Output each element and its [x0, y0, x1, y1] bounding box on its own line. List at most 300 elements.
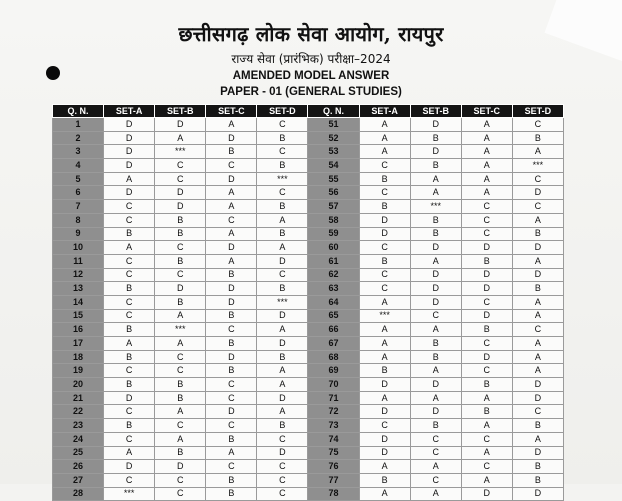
question-number-cell: 23 [53, 419, 104, 433]
answer-cell: B [155, 227, 206, 241]
answer-cell: D [104, 460, 155, 474]
table-row [53, 419, 564, 433]
answer-cell: C [104, 432, 155, 446]
answer-cell: C [461, 200, 512, 214]
answer-cell: D [512, 378, 563, 392]
table-row [53, 391, 564, 405]
answer-cell: B [410, 350, 461, 364]
answer-cell: A [359, 295, 410, 309]
answer-cell: B [257, 159, 308, 173]
answer-cell: B [512, 460, 563, 474]
answer-cell: D [257, 446, 308, 460]
table-row [53, 460, 564, 474]
table-row [53, 145, 564, 159]
question-number-cell: 20 [53, 378, 104, 392]
answer-cell: B [257, 350, 308, 364]
answer-cell: D [461, 487, 512, 501]
question-number-cell: 6 [53, 186, 104, 200]
table-row [53, 241, 564, 255]
answer-cell: A [461, 159, 512, 173]
answer-cell: A [359, 350, 410, 364]
answer-cell: B [155, 295, 206, 309]
answer-cell: C [104, 364, 155, 378]
question-number-cell: 16 [53, 323, 104, 337]
answer-cell: C [155, 159, 206, 173]
table-row [53, 323, 564, 337]
answer-cell: B [410, 337, 461, 351]
answer-cell: D [512, 268, 563, 282]
question-number-cell: 5 [53, 172, 104, 186]
exam-subtitle: राज्य सेवा (प्रारंभिक) परीक्षा–2024 [231, 52, 391, 66]
answer-cell: B [206, 337, 257, 351]
table-header-row [53, 105, 564, 118]
column-header: SET-B [155, 105, 206, 118]
question-number-cell: 78 [308, 487, 359, 501]
answer-cell: A [461, 145, 512, 159]
question-number-cell: 28 [53, 487, 104, 501]
answer-cell: C [257, 473, 308, 487]
answer-cell: A [410, 254, 461, 268]
answer-cell: A [359, 391, 410, 405]
question-number-cell: 27 [53, 473, 104, 487]
answer-cell: B [512, 282, 563, 296]
question-number-cell: 68 [308, 350, 359, 364]
answer-cell: A [206, 186, 257, 200]
answer-cell: C [155, 419, 206, 433]
table-row [53, 268, 564, 282]
question-number-cell: 4 [53, 159, 104, 173]
answer-cell: B [257, 227, 308, 241]
answer-cell: A [104, 446, 155, 460]
question-number-cell: 75 [308, 446, 359, 460]
answer-cell: A [512, 364, 563, 378]
question-number-cell: 71 [308, 391, 359, 405]
answer-cell: D [410, 145, 461, 159]
answer-cell: C [359, 241, 410, 255]
answer-cell: *** [257, 295, 308, 309]
answer-cell: *** [155, 145, 206, 159]
question-number-cell: 53 [308, 145, 359, 159]
answer-cell: A [359, 131, 410, 145]
answer-cell: B [206, 432, 257, 446]
answer-cell: C [512, 200, 563, 214]
answer-cell: B [257, 131, 308, 145]
question-number-cell: 74 [308, 432, 359, 446]
answer-cell: A [512, 254, 563, 268]
column-header: SET-C [206, 105, 257, 118]
question-number-cell: 15 [53, 309, 104, 323]
document-heading: AMENDED MODEL ANSWER [232, 70, 390, 82]
answer-cell: C [257, 118, 308, 132]
answer-cell: A [257, 364, 308, 378]
column-header: SET-D [512, 105, 563, 118]
answer-cell: D [104, 145, 155, 159]
table-row [53, 172, 564, 186]
answer-cell: C [512, 118, 563, 132]
answer-cell: D [104, 391, 155, 405]
answer-cell: *** [512, 159, 563, 173]
answer-cell: B [410, 131, 461, 145]
answer-cell: D [461, 268, 512, 282]
answer-cell: D [410, 241, 461, 255]
table-body [53, 118, 564, 501]
answer-cell: C [206, 323, 257, 337]
question-number-cell: 14 [53, 295, 104, 309]
answer-cell: A [104, 337, 155, 351]
answer-cell: A [410, 186, 461, 200]
answer-cell: D [257, 254, 308, 268]
answer-cell: B [410, 419, 461, 433]
answer-cell: C [257, 186, 308, 200]
paper-label: PAPER - 01 (GENERAL STUDIES) [220, 86, 402, 98]
answer-cell: A [512, 213, 563, 227]
answer-cell: A [206, 200, 257, 214]
answer-cell: A [461, 186, 512, 200]
column-header: Q. N. [53, 105, 104, 118]
table-row [53, 186, 564, 200]
answer-cell: B [410, 213, 461, 227]
question-number-cell: 56 [308, 186, 359, 200]
table-row [53, 118, 564, 132]
answer-cell: C [461, 337, 512, 351]
answer-cell: *** [257, 172, 308, 186]
answer-cell: D [410, 405, 461, 419]
column-header: Q. N. [308, 105, 359, 118]
question-number-cell: 25 [53, 446, 104, 460]
answer-cell: B [359, 200, 410, 214]
question-number-cell: 13 [53, 282, 104, 296]
table-row [53, 200, 564, 214]
answer-cell: A [461, 131, 512, 145]
answer-cell: D [512, 391, 563, 405]
column-header: SET-B [410, 105, 461, 118]
table-row [53, 364, 564, 378]
answer-cell: B [410, 227, 461, 241]
answer-cell: D [104, 118, 155, 132]
answer-cell: C [359, 282, 410, 296]
answer-cell: C [512, 405, 563, 419]
answer-cell: A [155, 432, 206, 446]
question-number-cell: 26 [53, 460, 104, 474]
question-number-cell: 54 [308, 159, 359, 173]
answer-cell: A [155, 309, 206, 323]
question-number-cell: 3 [53, 145, 104, 159]
answer-cell: B [512, 419, 563, 433]
answer-cell: C [206, 159, 257, 173]
answer-cell: D [104, 186, 155, 200]
answer-cell: C [512, 323, 563, 337]
answer-cell: C [359, 268, 410, 282]
answer-cell: B [410, 159, 461, 173]
answer-cell: C [257, 268, 308, 282]
answer-cell: A [512, 295, 563, 309]
answer-cell: B [206, 473, 257, 487]
answer-cell: B [104, 350, 155, 364]
answer-cell: B [359, 254, 410, 268]
answer-key-table [52, 104, 564, 501]
answer-cell: C [104, 200, 155, 214]
question-number-cell: 76 [308, 460, 359, 474]
answer-cell: C [206, 378, 257, 392]
answer-cell: C [104, 295, 155, 309]
answer-cell: D [104, 131, 155, 145]
answer-cell: A [359, 145, 410, 159]
question-number-cell: 65 [308, 309, 359, 323]
answer-cell: D [206, 282, 257, 296]
answer-cell: B [206, 309, 257, 323]
answer-cell: B [104, 378, 155, 392]
answer-cell: D [206, 131, 257, 145]
answer-cell: D [461, 241, 512, 255]
question-number-cell: 17 [53, 337, 104, 351]
question-number-cell: 62 [308, 268, 359, 282]
answer-cell: B [461, 254, 512, 268]
answer-cell: A [461, 419, 512, 433]
question-number-cell: 72 [308, 405, 359, 419]
answer-cell: A [359, 460, 410, 474]
answer-cell: C [410, 432, 461, 446]
table-row [53, 254, 564, 268]
answer-cell: D [257, 391, 308, 405]
answer-cell: A [359, 323, 410, 337]
answer-cell: C [461, 432, 512, 446]
question-number-cell: 2 [53, 131, 104, 145]
question-number-cell: 57 [308, 200, 359, 214]
answer-cell: A [461, 172, 512, 186]
answer-cell: C [155, 268, 206, 282]
answer-cell: A [155, 337, 206, 351]
answer-cell: A [257, 323, 308, 337]
answer-cell: C [206, 419, 257, 433]
answer-cell: B [512, 131, 563, 145]
answer-cell: D [155, 186, 206, 200]
answer-cell: C [206, 391, 257, 405]
answer-cell: D [359, 405, 410, 419]
question-number-cell: 67 [308, 337, 359, 351]
answer-cell: C [104, 473, 155, 487]
answer-cell: A [206, 118, 257, 132]
answer-cell: C [410, 446, 461, 460]
answer-cell: D [206, 241, 257, 255]
table-row [53, 378, 564, 392]
answer-cell: D [155, 118, 206, 132]
answer-cell: B [257, 282, 308, 296]
answer-cell: D [206, 295, 257, 309]
answer-cell: C [461, 460, 512, 474]
question-number-cell: 10 [53, 241, 104, 255]
answer-cell: C [104, 309, 155, 323]
answer-cell: A [155, 131, 206, 145]
answer-cell: D [155, 460, 206, 474]
answer-cell: A [257, 213, 308, 227]
table-row [53, 295, 564, 309]
answer-cell: A [410, 487, 461, 501]
answer-cell: D [461, 350, 512, 364]
answer-cell: C [155, 350, 206, 364]
question-number-cell: 66 [308, 323, 359, 337]
answer-cell: A [461, 391, 512, 405]
column-header: SET-D [257, 105, 308, 118]
answer-cell: A [206, 254, 257, 268]
table-row [53, 227, 564, 241]
answer-cell: D [359, 378, 410, 392]
answer-cell: D [155, 200, 206, 214]
answer-cell: A [206, 446, 257, 460]
answer-cell: D [512, 241, 563, 255]
answer-cell: D [155, 282, 206, 296]
answer-cell: C [461, 213, 512, 227]
answer-cell: C [359, 186, 410, 200]
answer-cell: D [461, 282, 512, 296]
answer-cell: A [410, 391, 461, 405]
table-row [53, 131, 564, 145]
question-number-cell: 19 [53, 364, 104, 378]
answer-cell: B [512, 227, 563, 241]
question-number-cell: 58 [308, 213, 359, 227]
question-number-cell: 64 [308, 295, 359, 309]
answer-cell: C [155, 364, 206, 378]
answer-cell: A [359, 118, 410, 132]
question-number-cell: 22 [53, 405, 104, 419]
answer-cell: A [512, 432, 563, 446]
table-row [53, 432, 564, 446]
answer-cell: A [257, 241, 308, 255]
answer-cell: B [155, 391, 206, 405]
answer-cell: C [359, 419, 410, 433]
answer-cell: A [359, 337, 410, 351]
answer-cell: A [104, 172, 155, 186]
answer-cell: B [359, 473, 410, 487]
answer-cell: *** [104, 487, 155, 501]
question-number-cell: 63 [308, 282, 359, 296]
table-row [53, 309, 564, 323]
question-number-cell: 11 [53, 254, 104, 268]
answer-cell: A [104, 241, 155, 255]
question-number-cell: 70 [308, 378, 359, 392]
answer-cell: C [461, 227, 512, 241]
answer-cell: B [104, 419, 155, 433]
answer-cell: A [512, 309, 563, 323]
answer-cell: D [206, 350, 257, 364]
answer-cell: D [410, 295, 461, 309]
table-row [53, 405, 564, 419]
answer-cell: B [206, 145, 257, 159]
question-number-cell: 24 [53, 432, 104, 446]
answer-cell: A [461, 446, 512, 460]
answer-cell: D [257, 309, 308, 323]
answer-cell: D [512, 487, 563, 501]
answer-cell: D [410, 282, 461, 296]
question-number-cell: 60 [308, 241, 359, 255]
answer-cell: D [461, 309, 512, 323]
question-number-cell: 12 [53, 268, 104, 282]
answer-cell: C [155, 241, 206, 255]
answer-cell: C [359, 159, 410, 173]
answer-cell: B [155, 378, 206, 392]
answer-cell: C [461, 364, 512, 378]
answer-cell: B [257, 419, 308, 433]
answer-cell: B [155, 254, 206, 268]
answer-cell: B [104, 227, 155, 241]
question-number-cell: 9 [53, 227, 104, 241]
answer-cell: C [410, 309, 461, 323]
answer-cell: A [512, 337, 563, 351]
answer-cell: C [257, 460, 308, 474]
answer-cell: B [206, 487, 257, 501]
table-row [53, 487, 564, 501]
answer-cell: D [206, 172, 257, 186]
answer-cell: D [359, 227, 410, 241]
answer-cell: A [512, 145, 563, 159]
answer-cell: C [104, 254, 155, 268]
question-number-cell: 18 [53, 350, 104, 364]
answer-cell: A [461, 473, 512, 487]
answer-cell: A [257, 405, 308, 419]
answer-cell: B [206, 268, 257, 282]
table-row [53, 159, 564, 173]
table-row [53, 350, 564, 364]
answer-cell: A [461, 118, 512, 132]
answer-cell: C [206, 460, 257, 474]
table-row [53, 282, 564, 296]
answer-cell: A [410, 172, 461, 186]
answer-cell: B [512, 473, 563, 487]
question-number-cell: 73 [308, 419, 359, 433]
question-number-cell: 69 [308, 364, 359, 378]
answer-cell: B [461, 323, 512, 337]
answer-cell: A [359, 487, 410, 501]
answer-cell: C [257, 432, 308, 446]
answer-cell: C [155, 473, 206, 487]
table-row [53, 213, 564, 227]
table-row [53, 473, 564, 487]
answer-cell: B [155, 213, 206, 227]
answer-cell: *** [155, 323, 206, 337]
commission-title: छत्तीसगढ़ लोक सेवा आयोग, रायपुर [178, 22, 444, 46]
answer-cell: B [359, 172, 410, 186]
answer-cell: D [257, 337, 308, 351]
answer-cell: B [359, 364, 410, 378]
answer-cell: A [410, 460, 461, 474]
answer-cell: B [461, 405, 512, 419]
answer-cell: B [104, 323, 155, 337]
answer-cell: B [257, 200, 308, 214]
question-number-cell: 51 [308, 118, 359, 132]
question-number-cell: 55 [308, 172, 359, 186]
answer-cell: *** [410, 200, 461, 214]
answer-cell: C [104, 213, 155, 227]
answer-cell: D [104, 159, 155, 173]
answer-cell: C [206, 213, 257, 227]
answer-cell: A [257, 378, 308, 392]
answer-cell: D [512, 186, 563, 200]
table-row [53, 446, 564, 460]
answer-cell: D [410, 118, 461, 132]
answer-cell: C [155, 487, 206, 501]
answer-cell: C [104, 405, 155, 419]
answer-cell: D [512, 446, 563, 460]
answer-cell: A [410, 323, 461, 337]
answer-cell: *** [359, 309, 410, 323]
answer-cell: D [410, 378, 461, 392]
column-header: SET-A [359, 105, 410, 118]
answer-cell: D [359, 432, 410, 446]
answer-cell: C [104, 268, 155, 282]
question-number-cell: 52 [308, 131, 359, 145]
answer-cell: A [155, 405, 206, 419]
table-row [53, 337, 564, 351]
answer-cell: A [512, 350, 563, 364]
